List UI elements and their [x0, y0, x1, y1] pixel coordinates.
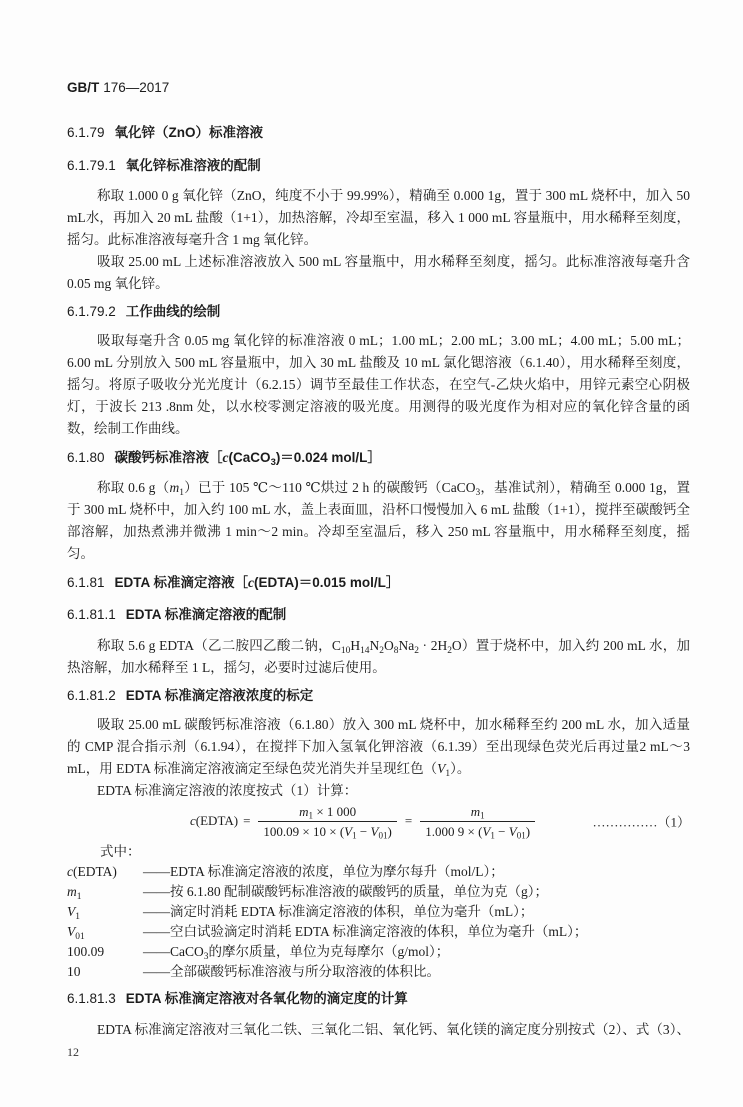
italic-variable: V: [67, 904, 76, 919]
subscript: 3: [475, 487, 481, 498]
subscript: 2: [379, 645, 384, 656]
text-run: 1.000 9 × (: [425, 823, 483, 839]
text-run: 称取 5.6 g EDTA（乙二胺四乙酸二钠，C: [97, 638, 341, 653]
text-run: N: [369, 638, 380, 653]
text-run: (EDTA)＝0.015 mol/L］: [254, 575, 400, 590]
equals-sign: =: [404, 813, 413, 828]
text-run: O: [383, 638, 394, 653]
running-header: [67, 80, 690, 96]
heading-6-1-79: [67, 122, 690, 144]
paragraph: 称取 1.000 0 g 氧化锌（ZnO，纯度不小于 99.99%），精确至 0.000 1g，置于 300 mL 烧杯中，加入 50 mL水，再加入 20 mL 盐酸（1+1），加热溶解，冷却至室温，移入 1 000 mL 容量瓶中，用水稀释至刻度，摇匀。此标准溶液每毫升含 1 mg 氧化锌。: [67, 188, 690, 247]
section-number: 6.1.81.3: [67, 991, 116, 1006]
italic-variable: c: [222, 450, 229, 465]
text-run: (CaCO: [228, 450, 271, 465]
text-run: ): [387, 823, 392, 839]
heading-6-1-81: [67, 572, 690, 594]
where-symbol: [67, 882, 143, 902]
fraction-1-numerator: [258, 803, 396, 822]
paragraph: [67, 635, 690, 679]
section-title: EDTA 标准滴定溶液的配制: [125, 607, 287, 622]
subscript: 1: [76, 891, 82, 902]
italic-variable: V: [344, 823, 353, 839]
italic-variable: V: [482, 823, 491, 839]
where-list: [67, 862, 690, 982]
subscript: 2: [414, 645, 419, 656]
text-run: ，基准试剂），精确至 0.000 1g，置于 300 mL 烧杯中，加入约 100 mL 水，盖上表面皿，沿杯口慢慢加入 6 mL 盐酸（1+1），搅拌至碳酸钙全部溶解，加热煮沸并微沸 1 min～2 min。冷却至室温后，移入 250 mL 容量瓶中，用水稀释至刻度，摇匀。: [67, 480, 691, 561]
section-title: 工作曲线的绘制: [125, 304, 221, 319]
where-label: 式中：: [100, 844, 141, 859]
subscript: 10: [340, 645, 351, 656]
subscript: 3: [203, 951, 209, 962]
fraction-2: [420, 803, 535, 840]
italic-variable: m: [299, 803, 309, 819]
text-run: H: [350, 638, 361, 653]
italic-variable: c: [248, 575, 255, 590]
heading-6-1-80: [67, 447, 690, 469]
fraction-2-denominator: [420, 822, 535, 840]
text-run: −: [494, 823, 509, 839]
italic-variable: m: [67, 884, 77, 899]
where-description: ——空白试验滴定时消耗 EDTA 标准滴定溶液的体积，单位为毫升（mL）；: [143, 924, 588, 939]
text-run: 吸取 25.00 mL 碳酸钙标准溶液（6.1.80）放入 300 mL 烧杯中，加水稀释至约 200 mL 水，加入适量的 CMP 混合指示剂（6.1.94），在搅拌下加入氢氧化钾溶液（6.1.39）至出现绿色荧光后再过量2 mL～3 mL，用 EDTA 标准滴定溶液滴定至绿色荧光消失并呈现红色（: [67, 717, 690, 776]
fraction-2-numerator: [420, 803, 535, 822]
section-number: 6.1.79.2: [67, 304, 116, 319]
formula-lhs: [190, 813, 238, 829]
subscript: 3: [270, 456, 276, 468]
paragraph: EDTA 标准滴定溶液对三氧化二铁、三氧化二铝、氧化钙、氧化镁的滴定度分别按式（2）、式（3）、: [97, 1022, 690, 1037]
page-number: 12: [67, 1045, 79, 1059]
heading-6-1-81-2: [67, 685, 690, 707]
heading-6-1-79-2: [67, 301, 690, 323]
text-run: −: [356, 823, 371, 839]
subscript: 8: [393, 645, 399, 656]
section-title: [115, 575, 400, 590]
fraction-1: [258, 803, 396, 840]
subscript: 2: [447, 645, 452, 656]
subscript: 1: [179, 487, 184, 498]
subscript: 1: [308, 810, 314, 821]
formula-1: [67, 802, 690, 840]
subscript: 1: [75, 911, 80, 922]
equals-sign: =: [243, 813, 251, 828]
where-row: [67, 922, 690, 942]
where-symbol: [67, 902, 143, 922]
paragraph: [67, 714, 690, 780]
text-run: 100.09 × 10 × (: [263, 823, 345, 839]
subscript: 1: [352, 830, 357, 841]
subscript: 1: [445, 768, 451, 779]
paragraph: EDTA 标准滴定溶液的浓度按式（1）计算：: [97, 783, 358, 798]
text-run: 碳酸钙标准溶液［: [114, 450, 223, 465]
where-symbol: 10: [67, 964, 81, 979]
fraction-1-denominator: [258, 822, 396, 840]
text-run: 的摩尔质量，单位为克每摩尔（g/mol）；: [208, 944, 450, 959]
subscript: 1: [490, 830, 495, 841]
paragraph: 吸取 25.00 mL 上述标准溶液放入 500 mL 容量瓶中，用水稀释至刻度，摇匀。此标准溶液每毫升含 0.05 mg 氧化锌。: [67, 254, 690, 291]
subscript: 01: [378, 830, 388, 841]
italic-variable: V: [67, 924, 76, 939]
where-symbol: [67, 862, 143, 882]
equation-number: ……………（1）: [592, 814, 690, 830]
where-description: ——全部碳酸钙标准溶液与所分取溶液的体积比。: [143, 964, 440, 979]
italic-variable: V: [508, 823, 517, 839]
section-title: 氧化锌（ZnO）标准溶液: [114, 125, 264, 140]
where-row: [67, 902, 690, 922]
paragraph: 吸取每毫升含 0.05 mg 氧化锌的标准溶液 0 mL；1.00 mL；2.00 mL；3.00 mL；4.00 mL；5.00 mL；6.00 mL 分别放入 500 mL 容量瓶中，加入 30 mL 盐酸及 10 mL 氯化锶溶液（6.1.40），用水稀释至刻度，摇匀。将原子吸收分光光度计（6.2.15）调节至最佳工作状态，在空气-乙炔火焰中，用锌元素空心阴极灯，于波长 213 .8nm 处，以水校零测定溶液的吸光度。用测得的吸光度作为相对应的氧化锌含量的函数，绘制工作曲线。: [67, 333, 690, 436]
standard-number: 176—2017: [103, 80, 170, 95]
italic-variable: V: [437, 761, 446, 776]
text-run: ——CaCO: [143, 944, 204, 959]
heading-6-1-81-3: [67, 988, 690, 1010]
where-description: ——按 6.1.80 配制碳酸钙标准溶液的碳酸钙的质量，单位为克（g）；: [143, 884, 548, 899]
text-run: (EDTA): [73, 864, 117, 879]
text-run: ): [525, 823, 531, 839]
heading-6-1-79-1: [67, 155, 690, 177]
section-title: EDTA 标准滴定溶液对各氧化物的滴定度的计算: [125, 991, 408, 1006]
italic-variable: c: [190, 813, 196, 828]
where-row: [67, 862, 690, 882]
where-row: [67, 942, 690, 962]
text-run: ）已于 105 ℃～110 ℃烘过 2 h 的碳酸钙（CaCO: [183, 480, 476, 495]
section-number: 6.1.79.1: [67, 158, 116, 173]
paragraph: [67, 477, 690, 565]
where-description: ——EDTA 标准滴定溶液的浓度，单位为摩尔每升（mol/L）；: [143, 864, 504, 879]
text-run: (EDTA): [195, 813, 239, 828]
italic-variable: c: [67, 864, 73, 879]
text-run: )＝0.024 mol/L］: [275, 450, 381, 465]
where-description: ——滴定时消耗 EDTA 标准滴定溶液的体积，单位为毫升（mL）；: [143, 904, 534, 919]
where-symbol: [67, 922, 143, 942]
subscript: 1: [480, 810, 485, 821]
heading-6-1-81-1: [67, 604, 690, 626]
subscript: 14: [360, 645, 370, 656]
section-title: EDTA 标准滴定溶液浓度的标定: [125, 688, 314, 703]
text-run: ）。: [450, 761, 471, 776]
text-run: O）置于烧杯中，加入约 200 mL 水，加热溶解，加水稀释至 1 L，摇匀，必要时过滤后使用。: [67, 638, 691, 675]
where-description: [143, 942, 690, 962]
text-run: × 1 000: [313, 803, 357, 819]
where-row: [67, 882, 690, 902]
italic-variable: m: [470, 803, 481, 819]
italic-variable: V: [370, 823, 379, 839]
text-run: 称取 0.6 g（: [97, 480, 170, 495]
section-number: 6.1.81.2: [67, 688, 116, 703]
where-symbol: 100.09: [67, 944, 105, 959]
section-number: 6.1.81.1: [67, 607, 116, 622]
where-row: [67, 962, 690, 982]
section-title: 氧化锌标准溶液的配制: [125, 158, 261, 173]
section-number: 6.1.80: [67, 450, 105, 465]
text-run: Na: [398, 638, 415, 653]
section-number: 6.1.79: [67, 125, 105, 140]
text-run: · 2H: [418, 638, 448, 653]
text-run: EDTA 标准滴定溶液［: [114, 575, 249, 590]
standard-prefix: GB/T: [67, 80, 100, 95]
subscript: 01: [516, 830, 526, 841]
section-title: [114, 450, 381, 468]
subscript: 01: [75, 931, 85, 942]
italic-variable: m: [169, 480, 180, 495]
section-number: 6.1.81: [67, 575, 105, 590]
